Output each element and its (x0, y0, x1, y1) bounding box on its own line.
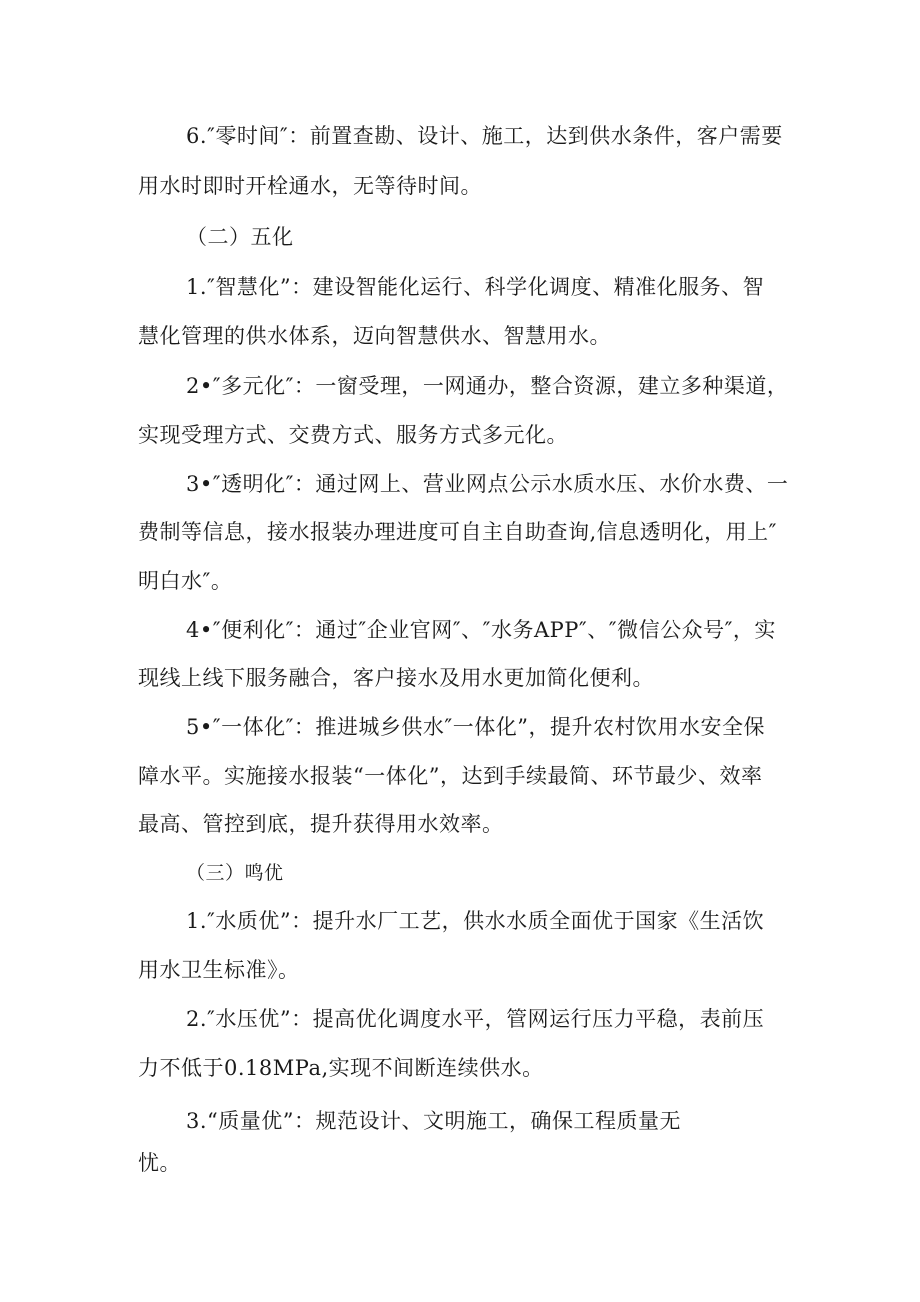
water-pressure-item-line-1: 2.″水压优”：提高优化调度水平，管网运行压力平稳，表前压 (186, 1007, 765, 1031)
section-heading-wuhua: （二）五化 (186, 225, 294, 249)
diverse-item-line-1: 2•″多元化″：一窗受理，一网通办，整合资源，建立多种渠道， (186, 374, 789, 398)
convenient-item-line-1: 4•″便利化″：通过″企业官网″、″水务APP″、″微信公众号″，实 (186, 618, 776, 642)
smart-item-line-1: 1.″智慧化”：建设智能化运行、科学化调度、精准化服务、智 (186, 275, 765, 299)
smart-item-line-2: 慧化管理的供水体系，迈向智慧供水、智慧用水。 (138, 324, 611, 348)
water-quality-item-line-2: 用水卫生标准》。 (138, 958, 300, 982)
integrated-item-line-2: 障水平。实施接水报装“一体化”，达到手续最简、环节最少、效率 (138, 764, 763, 788)
convenient-item-line-2: 现线上线下服务融合，客户接水及用水更加简化便利。 (138, 666, 654, 690)
diverse-item-line-2: 实现受理方式、交费方式、服务方式多元化。 (138, 423, 568, 447)
zero-time-item-line-1: 6.″零时间″：前置查勘、设计、施工，达到供水条件，客户需要 (186, 124, 783, 148)
transparent-item-line-1: 3•″透明化″：通过网上、营业网点公示水质水压、水价水费、一 (186, 472, 789, 496)
project-quality-item-line-1: 3.“质量优”：规范设计、文明施工，确保工程质量无 (186, 1109, 682, 1133)
integrated-item-line-1: 5•″一体化″：推进城乡供水″一体化”，提升农村饮用水安全保 (186, 715, 766, 739)
zero-time-item-line-2: 用水时即时开栓通水，无等待时间。 (138, 174, 482, 198)
water-pressure-item-line-2: 力不低于0.18MPa,实现不间断连续供水。 (138, 1056, 544, 1080)
transparent-item-line-2: 费制等信息，接水报装办理进度可自主自助查询,信息透明化，用上″ (138, 520, 778, 544)
integrated-item-line-3: 最高、管控到底，提升获得用水效率。 (138, 812, 504, 836)
transparent-item-line-3: 明白水″。 (138, 569, 233, 593)
water-quality-item-line-1: 1.″水质优”：提升水厂工艺，供水水质全面优于国家《生活饮 (186, 909, 765, 933)
section-heading-mingyou: （三）鸣优 (186, 862, 284, 884)
project-quality-item-line-2: 忧。 (138, 1151, 181, 1175)
